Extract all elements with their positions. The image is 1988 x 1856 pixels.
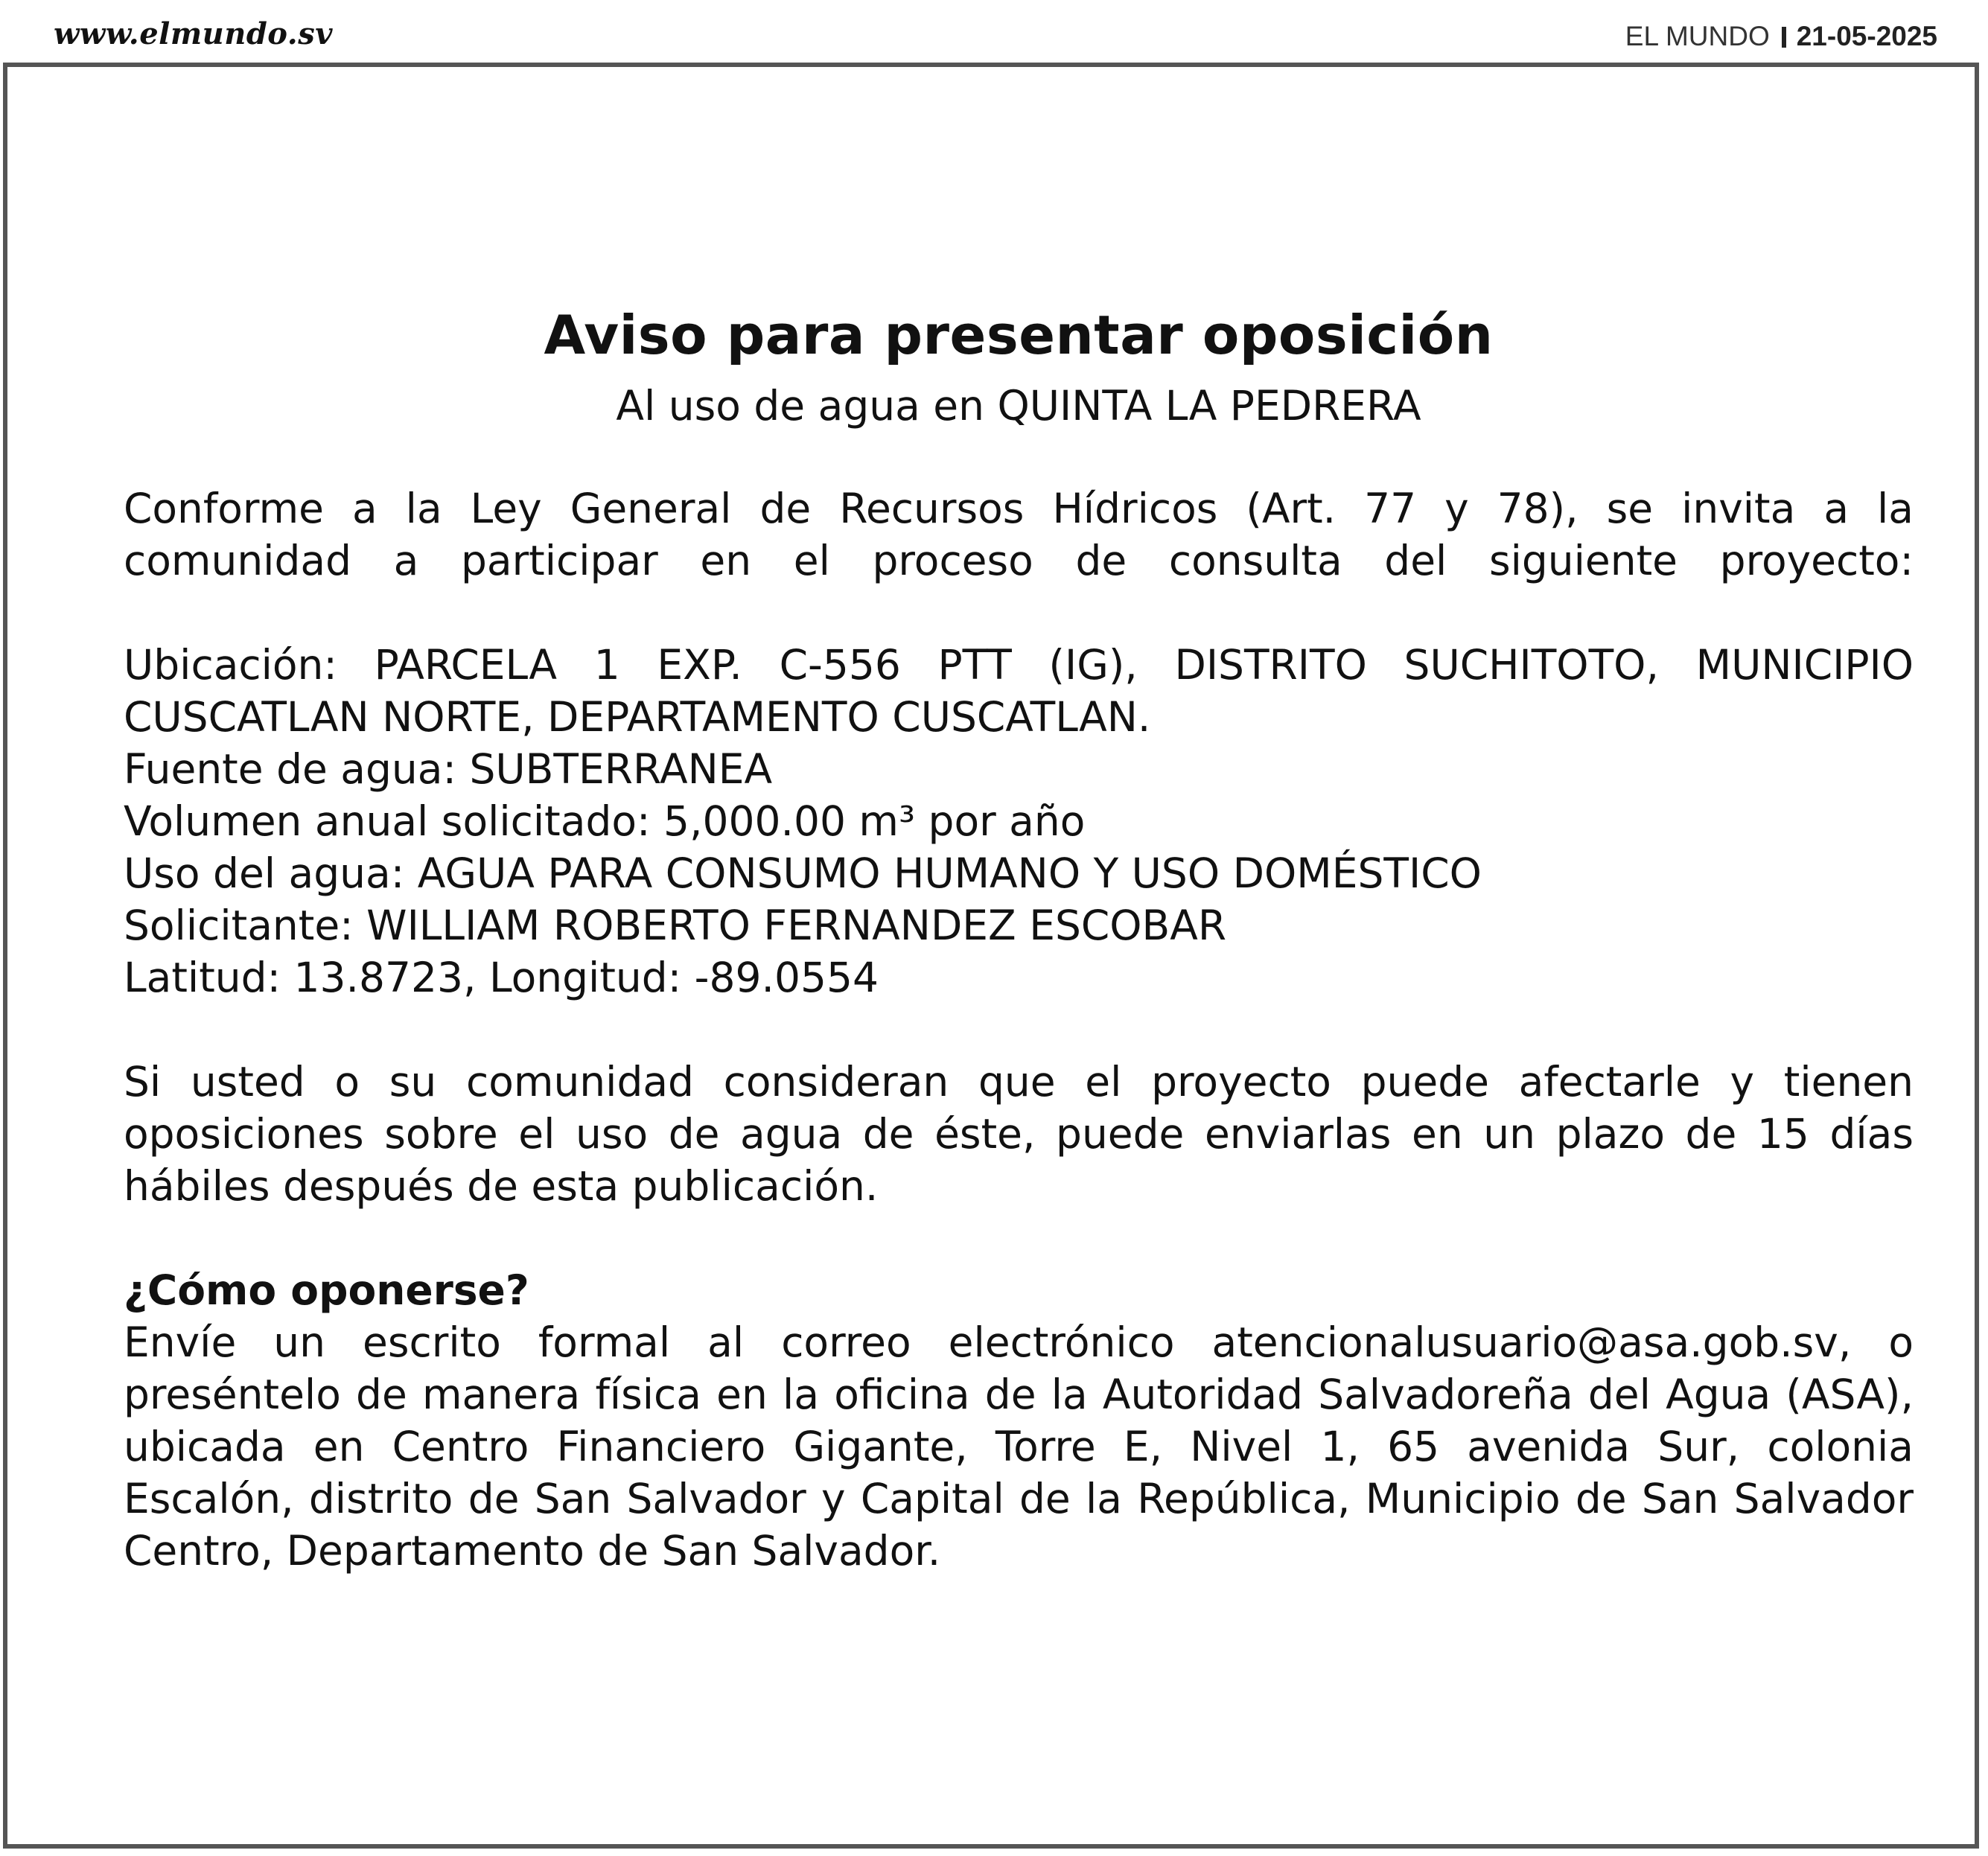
publication-date: 21-05-2025	[1796, 21, 1937, 51]
coordinates-line: Latitud: 13.8723, Longitud: -89.0554	[124, 954, 879, 1001]
intro-paragraph: Conforme a la Ley General de Recursos Hídricos (Art. 77 y 78), se invita a la comunidad a participar en el proceso de consulta del siguiente proyecto:	[124, 485, 1914, 584]
notice-title: Aviso para presentar oposición	[544, 304, 1494, 366]
spacer	[124, 587, 1914, 639]
notice-content	[124, 298, 1914, 1577]
notice-subtitle: Al uso de agua en QUINTA LA PEDRERA	[616, 382, 1421, 430]
publication-name: EL MUNDO	[1625, 21, 1770, 51]
water-use-line: Uso del agua: AGUA PARA CONSUMO HUMANO Y USO DOMÉSTICO	[124, 849, 1482, 897]
spacer	[124, 1004, 1914, 1056]
spacer	[124, 1212, 1914, 1264]
annual-volume-line: Volumen anual solicitado: 5,000.00 m³ por año	[124, 797, 1086, 845]
masthead	[1625, 21, 1937, 52]
separator-bar	[1782, 27, 1786, 48]
location-line: Ubicación: PARCELA 1 EXP. C-556 PTT (IG), DISTRITO SUCHITOTO, MUNICIPIO CUSCATLAN NORTE, DEPARTAMENTO CUSCATLAN.	[124, 641, 1914, 741]
how-to-object-paragraph: Envíe un escrito formal al correo electrónico atencionalusuario@asa.gob.sv, o preséntelo de manera física en la oficina de la Autoridad Salvadoreña del Agua (ASA), ubicada en Centro Financiero Gigante, Torre E, Nivel 1, 65 avenida Sur, colonia Escalón, distrito de San Salvador y Capital de la República, Municipio de San Salvador Centro, Departamento de San Salvador.	[124, 1318, 1914, 1575]
applicant-line: Solicitante: WILLIAM ROBERTO FERNANDEZ ESCOBAR	[124, 902, 1227, 949]
page-header	[0, 0, 1988, 64]
water-source-line: Fuente de agua: SUBTERRANEA	[124, 745, 773, 793]
site-url: www.elmundo.sv	[54, 16, 333, 51]
objection-paragraph: Si usted o su comunidad consideran que el proyecto puede afectarle y tienen oposiciones sobre el uso de agua de éste, puede enviarlas en un plazo de 15 días hábiles después de esta publicación.	[124, 1058, 1914, 1210]
how-to-object-heading: ¿Cómo oponerse?	[124, 1266, 529, 1314]
